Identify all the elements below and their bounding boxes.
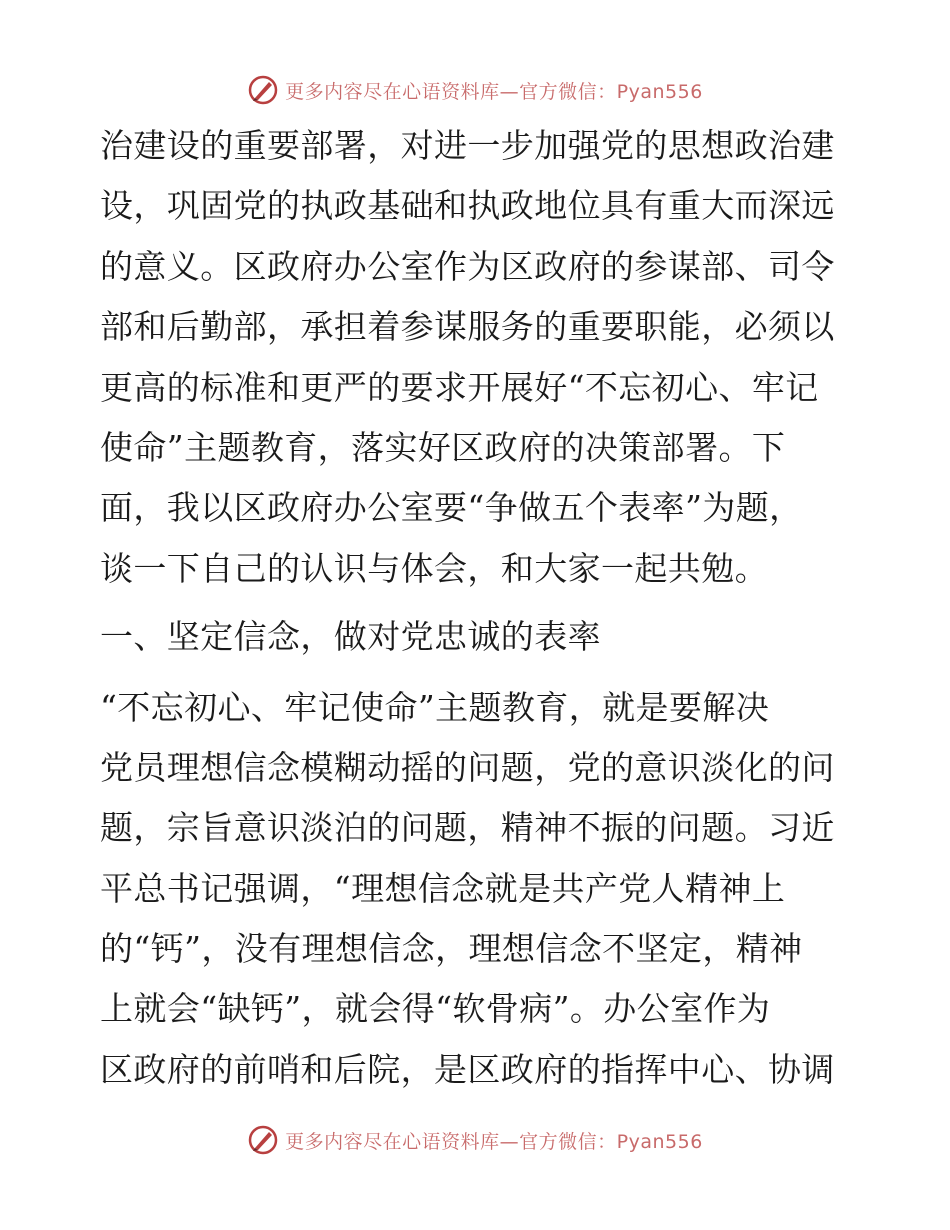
text-line: 题，宗旨意识淡泊的问题，精神不振的问题。习近 [100,808,835,848]
header-banner [0,70,950,110]
text-line: 的意义。区政府办公室作为区政府的参谋部、司令 [100,246,835,286]
paragraph-intro [100,116,860,599]
text-line: 平总书记强调，“理想信念就是共产党人精神上 [100,868,786,908]
text-line: 党员理想信念模糊动摇的问题，党的意识淡化的问 [100,747,835,787]
footer-banner [0,1120,950,1160]
text-line: 上就会“缺钙”，就会得“软骨病”。办公室作为 [100,989,771,1029]
banner-text: 更多内容尽在心语资料库—官方微信：Pyan556 [285,80,703,103]
paragraph-section-one [100,678,860,1101]
text-line: 区政府的前哨和后院，是区政府的指挥中心、协调 [100,1049,835,1089]
pen-logo-icon [247,1124,279,1156]
pen-logo-icon [247,74,279,106]
text-line: “不忘初心、牢记使命”主题教育，就是要解决 [100,687,770,727]
text-line: 谈一下自己的认识与体会，和大家一起共勉。 [100,548,768,588]
document-body [100,116,860,1100]
text-line: 部和后勤部，承担着参谋服务的重要职能，必须以 [100,307,835,347]
banner-text: 更多内容尽在心语资料库—官方微信：Pyan556 [285,1130,703,1153]
text-line: 治建设的重要部署，对进一步加强党的思想政治建 [100,126,835,165]
section-heading: 一、坚定信念，做对党忠诚的表率 [100,617,601,657]
text-line: 使命”主题教育，落实好区政府的决策部署。下 [100,427,786,467]
text-line: 面，我以区政府办公室要“争做五个表率”为题， [100,488,803,528]
text-line: 更高的标准和更严的要求开展好“不忘初心、牢记 [100,367,819,407]
text-line: 的“钙”，没有理想信念，理想信念不坚定，精神 [100,929,803,969]
text-line: 设，巩固党的执政基础和执政地位具有重大而深远 [100,186,835,226]
